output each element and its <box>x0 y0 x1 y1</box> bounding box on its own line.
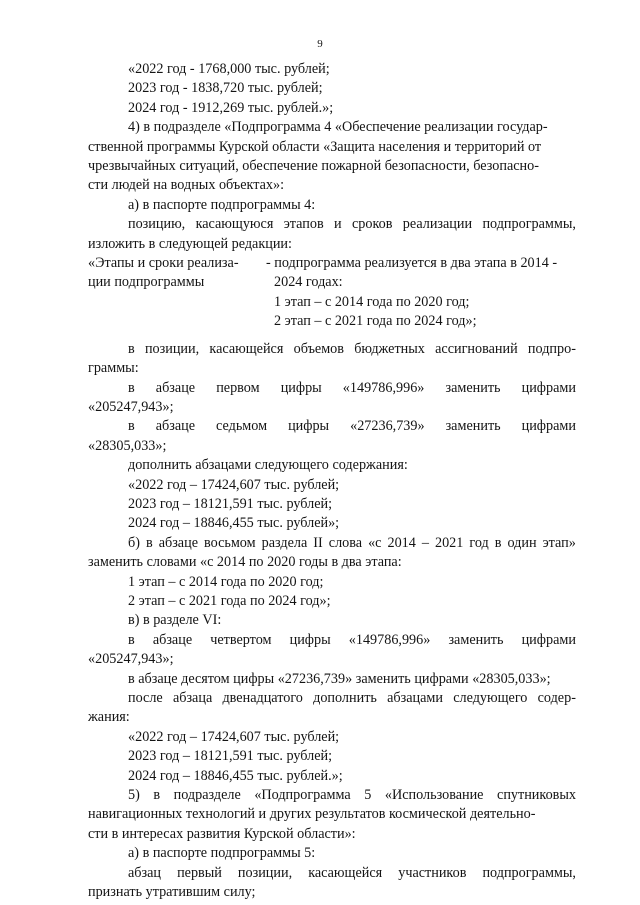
justified-line <box>88 534 576 553</box>
word: 2014 <box>387 534 416 551</box>
word: восьмом <box>204 534 256 551</box>
word: б) <box>128 534 140 551</box>
word: первом <box>216 379 260 396</box>
word: касающуюся <box>195 216 274 233</box>
paragraph-position-stages <box>88 215 576 254</box>
word: в <box>128 631 135 648</box>
word: абзацами <box>387 690 443 706</box>
word: бюджетных <box>354 340 425 357</box>
stages-table-value <box>266 254 576 332</box>
word: подпро- <box>527 340 576 357</box>
word: цифрами <box>521 418 576 435</box>
text-line: признать утратившим силу; <box>88 884 256 901</box>
funding-line: «2022 год - 1768,000 тыс. рублей; <box>128 61 330 77</box>
text-line: заменить словами «с 2014 по 2020 годы в два этапа: <box>88 554 402 571</box>
word: заменить <box>445 418 501 435</box>
paragraph-add: дополнить абзацами следующего содержания: <box>128 457 408 474</box>
spacer <box>88 332 576 340</box>
table-value-line: - подпрограмма реализуется в два этапа в 2014 - <box>266 255 558 272</box>
word: объемов <box>293 340 344 357</box>
word: абзаце <box>155 379 196 396</box>
justified-line <box>88 215 576 234</box>
word: абзаце <box>158 534 198 551</box>
word: раздела <box>261 534 308 551</box>
justified-line <box>88 689 576 708</box>
paragraph-abzac-tenth: в абзаце десятом цифры «27236,739» заменить цифрами «28305,033»; <box>128 670 551 687</box>
word: подразделе <box>173 787 241 804</box>
text-line: сти людей на водных объектах»: <box>88 177 285 194</box>
word: первый <box>177 864 222 881</box>
word: позиции, <box>237 864 293 881</box>
word: подпрограммы, <box>482 864 576 881</box>
word: двенадцатого <box>222 690 303 706</box>
word: цифры <box>288 418 330 435</box>
text-line: «205247,943»; <box>88 651 174 668</box>
page-number: 9 <box>317 38 323 50</box>
text-line: навигационных технологий и других результатов космической деятельно- <box>88 806 536 823</box>
justified-line <box>88 340 576 359</box>
table-label-line: «Этапы и сроки реализа- <box>88 255 239 272</box>
text-line: чрезвычайных ситуаций, обеспечение пожарной безопасности, безопасно- <box>88 158 539 175</box>
word: и <box>334 216 342 233</box>
word: цифрами <box>521 631 576 648</box>
word: 5 <box>364 787 372 804</box>
stage-line: 1 этап – с 2014 года по 2020 год; <box>128 573 324 590</box>
word: «Использование <box>384 787 484 804</box>
word: содер- <box>537 690 576 706</box>
word: следующего <box>453 690 528 706</box>
justified-line <box>88 379 576 398</box>
paragraph-passport-4: а) в паспорте подпрограммы 4: <box>128 196 316 213</box>
text-line: изложить в следующей редакции: <box>88 235 292 252</box>
justified-line <box>88 786 576 805</box>
table-value-line: 2024 годах: <box>274 274 343 291</box>
stages-table-label <box>88 254 266 332</box>
stage-line: 2 этап – с 2021 года по 2024 год»; <box>128 592 331 609</box>
funding-line: 2024 год - 1912,269 тыс. рублей.»; <box>128 99 334 116</box>
word: слова <box>328 534 363 551</box>
stages-list <box>88 573 576 612</box>
funding-list-a <box>88 60 576 118</box>
word: 2021 <box>434 534 464 551</box>
word: седьмом <box>216 418 268 435</box>
funding-line: 2023 год - 1838,720 тыс. рублей; <box>128 80 323 97</box>
document-body <box>88 60 576 902</box>
funding-line: «2022 год – 17424,607 тыс. рублей; <box>128 728 340 745</box>
stages-table <box>88 254 576 332</box>
word: цифры <box>280 379 322 396</box>
word: II <box>313 534 323 551</box>
paragraph-abzac-twelfth <box>88 689 576 728</box>
word: в <box>128 340 135 357</box>
word: абзаце <box>155 418 196 435</box>
word: «149786,996» <box>348 631 431 648</box>
word: «Подпрограмма <box>254 787 351 804</box>
word: в <box>128 418 135 435</box>
word: заменить <box>448 631 504 648</box>
funding-list-b <box>88 476 576 534</box>
paragraph-participants <box>88 864 576 903</box>
paragraph-abzac-first <box>88 379 576 418</box>
word: абзац <box>128 864 162 881</box>
word: сроков <box>351 216 393 233</box>
word: в <box>494 534 502 551</box>
justified-line <box>88 118 576 137</box>
word: абзаце <box>152 631 193 648</box>
word: позиции, <box>144 340 200 357</box>
text-line: «205247,943»; <box>88 398 174 415</box>
funding-line: 2024 год – 18846,455 тыс. рублей.»; <box>128 767 343 784</box>
paragraph-abzac-fourth <box>88 631 576 670</box>
word: 5) <box>128 787 140 804</box>
word: этапов <box>283 216 324 233</box>
justified-line <box>88 417 576 436</box>
word: один <box>507 534 537 551</box>
word: реализации <box>402 216 473 233</box>
word: цифрами <box>521 379 576 396</box>
word: спутниковых <box>497 787 576 804</box>
funding-list-c <box>88 728 576 786</box>
table-value-line: 2 этап – с 2021 года по 2024 год»; <box>274 313 477 330</box>
text-line: сти в интересах развития Курской области»: <box>88 825 356 842</box>
justified-line <box>88 631 576 650</box>
word: «с <box>368 534 382 551</box>
table-value-line: 1 этап – с 2014 года по 2020 год; <box>274 293 470 310</box>
word: цифры <box>289 631 331 648</box>
funding-line: 2024 год – 18846,455 тыс. рублей»; <box>128 515 340 532</box>
word: – <box>421 534 429 551</box>
funding-line: «2022 год – 17424,607 тыс. рублей; <box>128 476 340 493</box>
text-line: ственной программы Курской области «Защита населения и территорий от <box>88 138 542 155</box>
paragraph-subprogram-5 <box>88 786 576 844</box>
word: год <box>469 534 489 551</box>
table-label-line: ции подпрограммы <box>88 274 205 291</box>
paragraph-passport-5: а) в паспорте подпрограммы 5: <box>128 845 316 862</box>
text-line: граммы: <box>88 360 139 377</box>
word: касающейся <box>308 864 383 881</box>
paragraph-abzac-seventh <box>88 417 576 456</box>
word: «27236,739» <box>350 418 425 435</box>
funding-line: 2023 год – 18121,591 тыс. рублей; <box>128 495 333 512</box>
word: этап» <box>542 534 576 551</box>
justified-line <box>88 864 576 883</box>
word: дополнить <box>313 690 377 706</box>
word: в <box>128 379 135 396</box>
word: четвертом <box>210 631 272 648</box>
word: в <box>153 787 161 804</box>
word: подпрограммы, <box>482 216 576 233</box>
word: позицию, <box>128 216 186 233</box>
word: касающейся <box>209 340 284 357</box>
word: участников <box>398 864 467 881</box>
text-line: «28305,033»; <box>88 437 167 454</box>
word: в <box>145 534 153 551</box>
word: абзаца <box>172 690 213 706</box>
word: «149786,996» <box>342 379 425 396</box>
paragraph-budget-position <box>88 340 576 379</box>
funding-line: 2023 год – 18121,591 тыс. рублей; <box>128 748 333 765</box>
word: ассигнований <box>435 340 518 357</box>
paragraph-section-ii <box>88 534 576 573</box>
word: заменить <box>445 379 501 396</box>
paragraph-subprogram-4 <box>88 118 576 196</box>
word: 4) в подразделе «Подпрограмма 4 «Обеспечение реализации государ- <box>128 119 548 136</box>
word: после <box>128 690 163 706</box>
paragraph-section-vi: в) в разделе VI: <box>128 612 222 629</box>
text-line: жания: <box>88 709 130 726</box>
